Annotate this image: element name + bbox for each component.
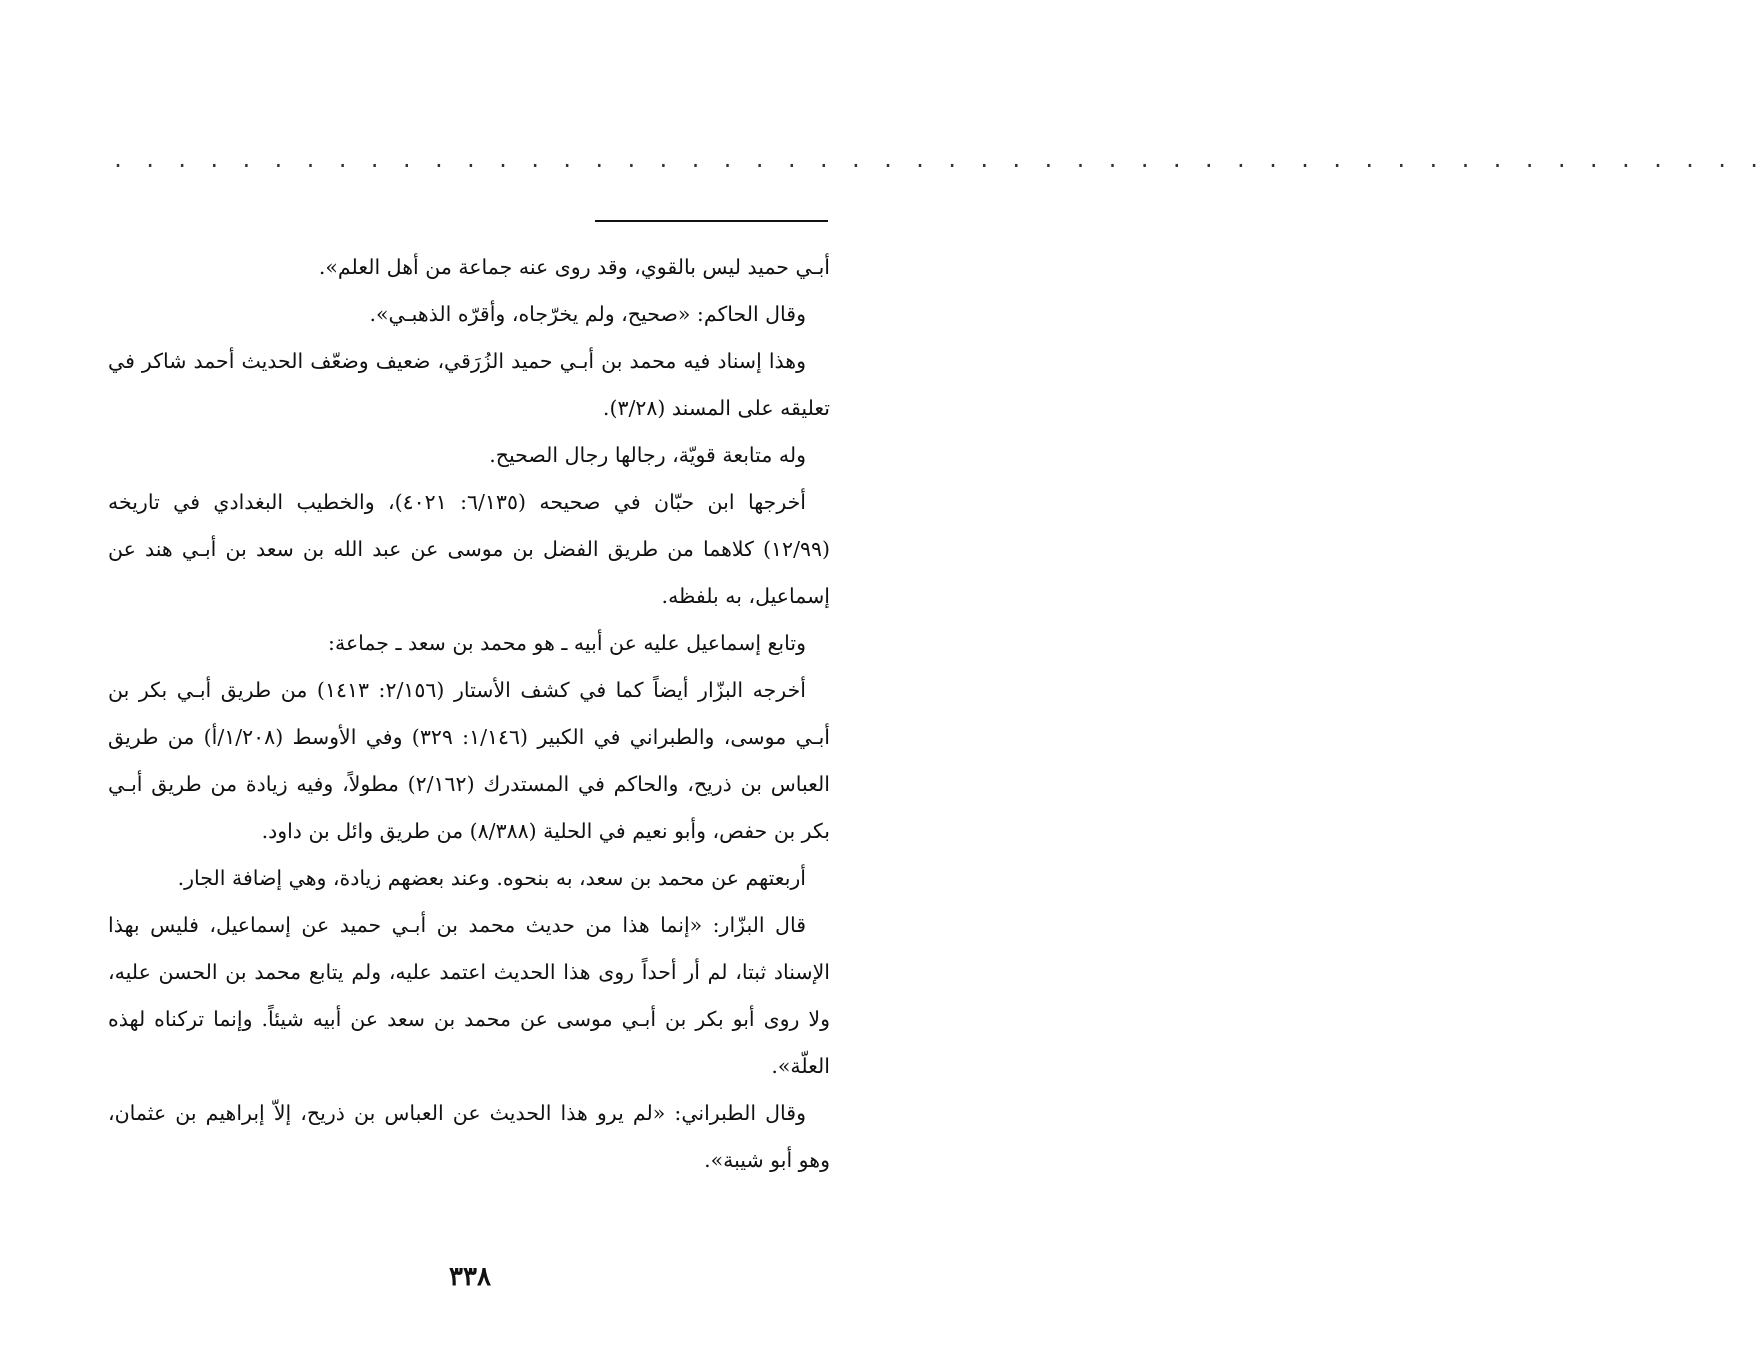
page-number: ٣٣٨	[449, 1262, 491, 1292]
paragraph: أربعتهم عن محمد بن سعد، به بنحوه. وعند بعضهم زيادة، وهي إضافة الجار.	[177, 866, 806, 890]
paragraph: وله متابعة قويّة، رجالها رجال الصحيح.	[489, 443, 806, 467]
paragraph: أخرجها ابن حبّان في صحيحه (٦/١٣٥: ٤٠٢١)، والخطيب البغدادي في تاريخه (١٢/٩٩) كلاهما من طريق الفضل بن موسى عن عبد الله بن سعد بن أبـي هند عن إسماعيل، به بلفظه.	[108, 490, 830, 608]
paragraph: أخرجه البزّار أيضاً كما في كشف الأستار (٢/١٥٦: ١٤١٣) من طريق أبـي بكر بن أبـي موسى، والطبراني في الكبير (١/١٤٦: ٣٢٩) وفي الأوسط (١/٢٠٨/أ) من طريق العباس بن ذريح، والحاكم في المستدرك (٢/١٦٢) مطولاً، وفيه زيادة من طريق أبـي بكر بن حفص، وأبو نعيم في الحلية (٨/٣٨٨) من طريق وائل بن داود.	[108, 678, 830, 843]
paragraph: وتابع إسماعيل عليه عن أبيه ـ هو محمد بن سعد ـ جماعة:	[328, 631, 806, 655]
paragraph: وقال الحاكم: «صحيح، ولم يخرّجاه، وأقرّه الذهبـي».	[369, 302, 806, 326]
footnote-text	[108, 244, 830, 1184]
paragraph: أبـي حميد ليس بالقوي، وقد روى عنه جماعة من أهل العلم».	[318, 255, 830, 279]
footnote-rule	[595, 220, 828, 222]
paragraph: وهذا إسناد فيه محمد بن أبـي حميد الزُرَقي، ضعيف وضعّف الحديث أحمد شاكر في تعليقه على المسند (٣/٢٨).	[108, 349, 830, 420]
separator-dots: . . . . . . . . . . . . . . . . . . . . . . . . . . . . . . . . . . . . . . . . . . . . . . . . . . . .	[112, 148, 1764, 172]
paragraph: وقال الطبراني: «لم يرو هذا الحديث عن العباس بن ذريح، إلاّ إبراهيم بن عثمان، وهو أبو شيبة».	[108, 1101, 830, 1172]
paragraph: قال البزّار: «إنما هذا من حديث محمد بن أبـي حميد عن إسماعيل، فليس بهذا الإسناد ثبتا، لم أر أحداً روى هذا الحديث اعتمد عليه، ولم يتابع محمد بن الحسن عليه، ولا روى أبو بكر بن أبـي موسى عن محمد بن سعد عن أبيه شيئاً. وإنما تركناه لهذه العلّة».	[108, 913, 830, 1078]
